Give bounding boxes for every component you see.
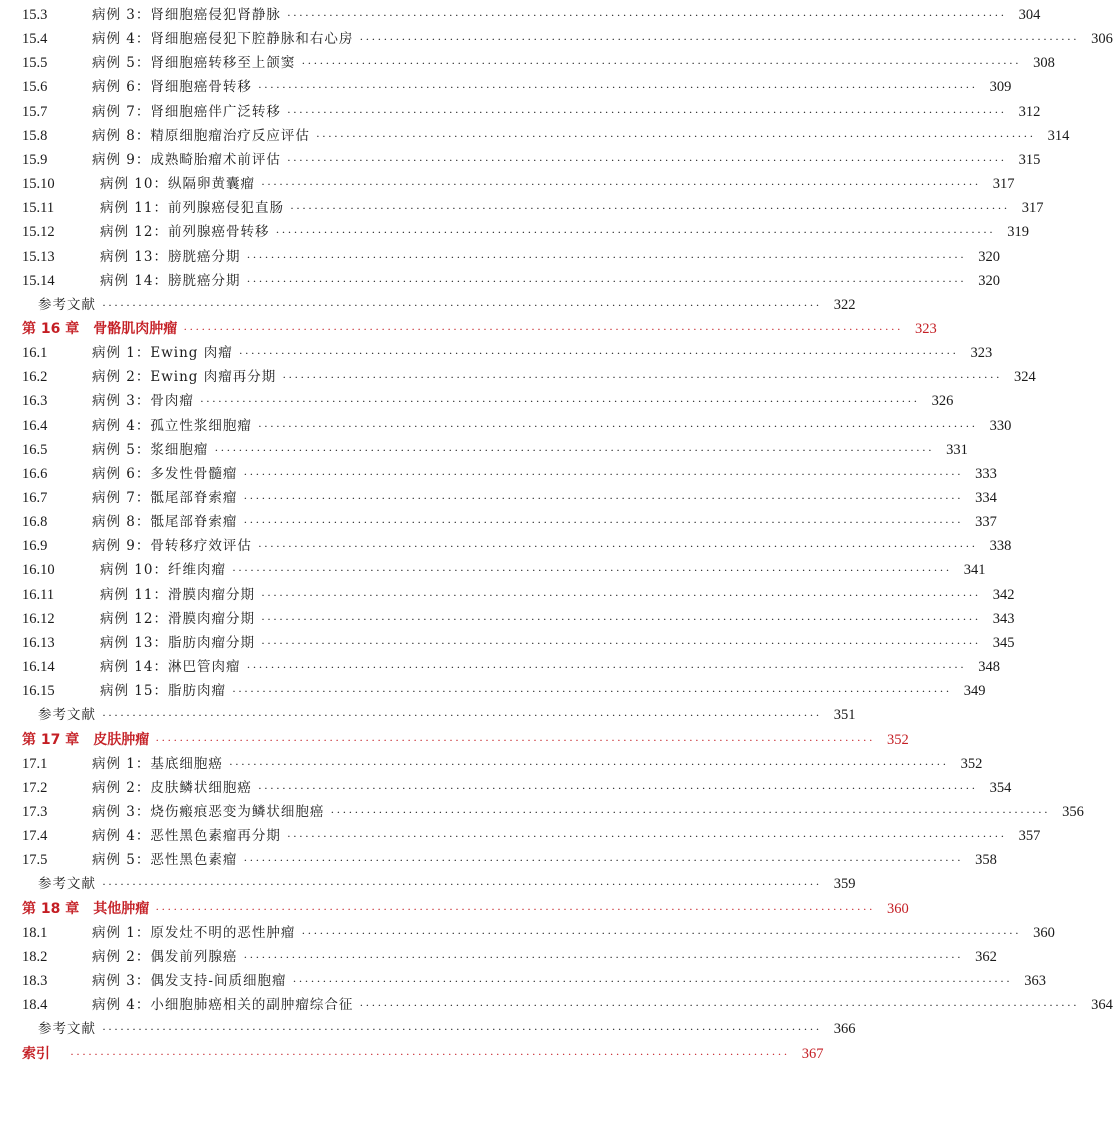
entry-title: 病例 3：肾细胞癌侵犯肾静脉 <box>92 7 281 23</box>
entry-title: 病例 12：前列腺癌骨转移 <box>100 224 270 241</box>
entry-title: 病例 1：原发灶不明的恶性肿瘤 <box>92 924 296 941</box>
page-number: 363 <box>1024 973 1046 989</box>
toc-entry[interactable] <box>22 196 1044 220</box>
page-number: 337 <box>975 514 997 531</box>
entry-title: 参考文献 <box>38 876 96 893</box>
page-number: 356 <box>1062 803 1084 820</box>
toc-entry[interactable] <box>22 752 983 776</box>
dot-leader: ························································································································ <box>260 635 981 650</box>
page-number: 362 <box>975 948 997 965</box>
toc-entry[interactable] <box>22 341 993 365</box>
toc-entry[interactable] <box>22 124 1070 148</box>
dot-leader: ························································································································ <box>231 563 952 578</box>
entry-title: 病例 4：孤立性浆细胞瘤 <box>92 417 252 434</box>
section-number: 16.2 <box>22 369 48 386</box>
toc-entry[interactable] <box>22 148 1041 172</box>
dot-leader: ························································································································ <box>243 491 963 505</box>
page-number: 314 <box>1047 127 1070 144</box>
toc-references[interactable] <box>38 872 856 896</box>
toc-entry[interactable] <box>22 245 1001 269</box>
toc-entry[interactable] <box>22 655 1001 679</box>
dot-leader: ························································································································ <box>238 346 959 361</box>
dot-leader: ························································································································ <box>246 660 967 674</box>
chapter-title: 皮肤肿瘤 <box>93 731 150 748</box>
dot-leader: ························································································································ <box>155 732 875 747</box>
toc-chapter-heading[interactable] <box>22 1042 824 1066</box>
page-number: 320 <box>978 248 1001 265</box>
entry-title: 病例 14：淋巴管肉瘤 <box>100 659 241 675</box>
dot-leader: ························································································································ <box>183 321 903 336</box>
dot-leader: ························································································································ <box>301 56 1021 71</box>
toc-entry[interactable] <box>22 172 1015 196</box>
dot-leader: ························································································································ <box>260 177 981 191</box>
toc-entry[interactable] <box>22 220 1030 244</box>
toc-chapter-heading[interactable] <box>22 728 909 752</box>
entry-title: 病例 5：浆细胞瘤 <box>92 441 209 458</box>
page-number: 317 <box>992 176 1015 192</box>
chapter-label: 第 17 章 <box>22 731 80 748</box>
toc-entry[interactable] <box>22 486 997 510</box>
dot-leader: ························································································································ <box>286 152 1007 167</box>
toc-entry[interactable] <box>22 534 1012 558</box>
toc-chapter-heading[interactable] <box>22 897 909 921</box>
toc-entry[interactable] <box>22 510 997 534</box>
toc-entry[interactable] <box>22 921 1055 945</box>
page-number: 354 <box>989 779 1012 796</box>
dot-leader: ························································································································ <box>275 225 996 240</box>
page-number: 330 <box>989 417 1012 434</box>
toc-entry[interactable] <box>22 969 1046 993</box>
entry-title: 病例 3：骨肉瘤 <box>92 393 194 410</box>
section-number: 15.12 <box>22 224 55 241</box>
page-number: 345 <box>992 634 1015 651</box>
section-number: 15.5 <box>22 55 48 72</box>
entry-title: 病例 4：小细胞肺癌相关的副肿瘤综合征 <box>92 997 354 1014</box>
section-number: 16.1 <box>22 345 48 362</box>
page-number: 324 <box>1014 369 1036 386</box>
dot-leader: ························································································································ <box>257 80 978 95</box>
section-number: 15.14 <box>22 272 55 289</box>
section-number: 17.1 <box>22 755 48 772</box>
section-number: 15.10 <box>22 176 55 192</box>
dot-leader: ························································································································ <box>292 974 1012 988</box>
page-number: 323 <box>915 320 937 337</box>
toc-entry[interactable] <box>22 27 1113 51</box>
dot-leader: ························································································································ <box>359 32 1079 47</box>
toc-chapter-heading[interactable] <box>22 317 937 341</box>
page-number: 334 <box>975 490 997 506</box>
toc-references[interactable] <box>38 293 856 317</box>
toc-entry[interactable] <box>22 800 1084 824</box>
dot-leader: ························································································································ <box>286 104 1007 119</box>
chapter-label: 第 16 章 <box>22 320 80 337</box>
section-number: 16.7 <box>22 490 48 506</box>
entry-title: 病例 8：骶尾部脊索瘤 <box>92 514 238 531</box>
page-number: 322 <box>833 296 856 313</box>
entry-title: 病例 10：纤维肉瘤 <box>100 562 226 579</box>
page-number: 341 <box>963 562 986 579</box>
entry-title: 病例 10：纵隔卵黄囊瘤 <box>100 176 255 192</box>
dot-leader: ························································································································ <box>102 1022 822 1037</box>
section-number: 16.11 <box>22 586 55 603</box>
section-number: 18.4 <box>22 997 48 1014</box>
page-number: 352 <box>887 731 909 748</box>
entry-title: 病例 3：偶发支持-间质细胞瘤 <box>92 973 287 989</box>
page-number: 315 <box>1018 151 1041 168</box>
page-number: 323 <box>970 345 993 362</box>
dot-leader: ························································································································ <box>330 804 1050 819</box>
entry-title: 病例 13：脂肪肉瘤分期 <box>100 634 255 651</box>
page-number: 352 <box>960 755 983 772</box>
dot-leader: ························································································································ <box>199 394 920 409</box>
page-number: 338 <box>989 538 1012 555</box>
toc-references[interactable] <box>38 703 856 727</box>
page-number: 351 <box>833 707 856 724</box>
toc-entry[interactable] <box>22 558 986 582</box>
page-number: 349 <box>963 683 986 700</box>
section-number: 15.6 <box>22 79 48 96</box>
dot-leader: ························································································································ <box>301 925 1021 940</box>
page-number: 342 <box>992 586 1015 603</box>
chapter-label: 第 18 章 <box>22 900 80 917</box>
entry-title: 病例 7：肾细胞癌伴广泛转移 <box>92 103 281 120</box>
section-number: 16.15 <box>22 683 55 700</box>
dot-leader: ························································································································ <box>155 901 875 916</box>
toc-entry[interactable] <box>22 51 1055 75</box>
dot-leader: ························································································································ <box>102 297 822 312</box>
page-number: 343 <box>992 610 1015 627</box>
toc-entry[interactable] <box>22 365 1036 389</box>
toc-entry[interactable] <box>22 607 1015 631</box>
page-number: 367 <box>801 1045 824 1062</box>
page-number: 331 <box>946 441 968 458</box>
toc-entry[interactable] <box>22 269 1001 293</box>
page-number: 320 <box>978 272 1001 289</box>
section-number: 16.10 <box>22 562 55 579</box>
section-number: 16.6 <box>22 465 48 482</box>
entry-title: 参考文献 <box>38 1021 96 1038</box>
toc-entry[interactable] <box>22 583 1015 607</box>
dot-leader: ························································································································ <box>246 273 967 288</box>
chapter-title: 骨骼肌肉肿瘤 <box>93 320 178 337</box>
section-number: 15.8 <box>22 127 48 144</box>
page-number: 306 <box>1091 31 1113 48</box>
section-number: 15.4 <box>22 31 48 48</box>
toc-entry[interactable] <box>22 776 1012 800</box>
dot-leader: ························································································································ <box>243 466 963 481</box>
section-number: 17.5 <box>22 852 48 869</box>
section-number: 16.9 <box>22 538 48 555</box>
entry-title: 病例 2：皮肤鳞状细胞癌 <box>92 779 252 796</box>
toc-entry[interactable] <box>22 462 997 486</box>
chapter-label: 索引 <box>22 1045 50 1062</box>
dot-leader: ························································································································ <box>246 249 967 264</box>
section-number: 15.7 <box>22 103 48 120</box>
section-number: 17.4 <box>22 828 48 845</box>
section-number: 15.9 <box>22 151 48 168</box>
section-number: 16.5 <box>22 441 48 458</box>
entry-title: 病例 8：精原细胞瘤治疗反应评估 <box>92 127 310 144</box>
page-number: 358 <box>975 852 997 869</box>
entry-title: 病例 7：骶尾部脊索瘤 <box>92 490 238 506</box>
dot-leader: ························································································································ <box>315 128 1036 143</box>
toc-entry[interactable] <box>22 389 954 413</box>
section-number: 16.12 <box>22 610 55 627</box>
page-number: 309 <box>989 79 1012 96</box>
entry-title: 病例 5：肾细胞癌转移至上颌窦 <box>92 55 296 72</box>
entry-title: 病例 3：烧伤瘢痕恶变为鳞状细胞癌 <box>92 803 325 820</box>
toc-entry[interactable] <box>22 3 1041 27</box>
page-number: 333 <box>975 465 997 482</box>
toc-entry[interactable] <box>22 75 1012 99</box>
page-number: 308 <box>1033 55 1055 72</box>
entry-title: 病例 12：滑膜肉瘤分期 <box>100 610 255 627</box>
section-number: 16.13 <box>22 634 55 651</box>
entry-title: 病例 4：恶性黑色素瘤再分期 <box>92 828 281 845</box>
page-number: 348 <box>978 659 1001 675</box>
entry-title: 参考文献 <box>38 707 96 724</box>
page-number: 359 <box>833 876 856 893</box>
section-number: 18.3 <box>22 973 48 989</box>
dot-leader: ························································································································ <box>257 780 978 795</box>
dot-leader: ························································································································ <box>228 756 949 771</box>
section-number: 17.2 <box>22 779 48 796</box>
toc-entry[interactable] <box>22 438 968 462</box>
chapter-title: 其他肿瘤 <box>93 900 150 917</box>
toc-entry[interactable] <box>22 848 997 872</box>
entry-title: 参考文献 <box>38 296 96 313</box>
page-number: 366 <box>833 1021 856 1038</box>
dot-leader: ························································································································ <box>260 587 981 602</box>
page-number: 360 <box>887 900 909 917</box>
entry-title: 病例 1：基底细胞癌 <box>92 755 223 772</box>
dot-leader: ························································································································ <box>286 829 1007 844</box>
dot-leader: ························································································································ <box>102 708 822 723</box>
page-number: 357 <box>1018 828 1041 845</box>
entry-title: 病例 15：脂肪肉瘤 <box>100 683 226 700</box>
dot-leader: ························································································································ <box>260 611 981 626</box>
dot-leader: ························································································································ <box>231 684 952 699</box>
toc-entry[interactable] <box>22 100 1041 124</box>
section-number: 15.13 <box>22 248 55 265</box>
page-number: 364 <box>1091 997 1113 1014</box>
toc-entry[interactable] <box>22 631 1015 655</box>
section-number: 16.3 <box>22 393 48 410</box>
toc-entry[interactable] <box>22 993 1113 1017</box>
toc-references[interactable] <box>38 1017 856 1041</box>
section-number: 18.2 <box>22 948 48 965</box>
entry-title: 病例 2：偶发前列腺癌 <box>92 948 238 965</box>
section-number: 16.8 <box>22 514 48 531</box>
toc-entry[interactable] <box>22 414 1012 438</box>
entry-title: 病例 5：恶性黑色素瘤 <box>92 852 238 869</box>
entry-title: 病例 14：膀胱癌分期 <box>100 272 241 289</box>
entry-title: 病例 6：多发性骨髓瘤 <box>92 465 238 482</box>
page-number: 312 <box>1018 103 1041 120</box>
dot-leader: ························································································································ <box>70 1046 790 1061</box>
toc-entry[interactable] <box>22 945 997 969</box>
dot-leader: ························································································································ <box>286 8 1007 22</box>
dot-leader: ························································································································ <box>243 949 963 964</box>
section-number: 18.1 <box>22 924 48 941</box>
dot-leader: ························································································································ <box>243 853 963 868</box>
section-number: 17.3 <box>22 803 48 820</box>
dot-leader: ························································································································ <box>243 515 963 530</box>
entry-title: 病例 9：骨转移疗效评估 <box>92 538 252 555</box>
section-number: 16.4 <box>22 417 48 434</box>
toc-entry[interactable] <box>22 824 1041 848</box>
entry-title: 病例 2：Ewing 肉瘤再分期 <box>92 369 277 386</box>
dot-leader: ························································································································ <box>102 877 822 892</box>
dot-leader: ························································································································ <box>257 418 978 433</box>
entry-title: 病例 11：前列腺癌侵犯直肠 <box>100 200 284 217</box>
entry-title: 病例 13：膀胱癌分期 <box>100 248 241 265</box>
entry-title: 病例 1：Ewing 肉瘤 <box>92 345 233 362</box>
page-number: 326 <box>931 393 954 410</box>
page-number: 304 <box>1018 7 1041 23</box>
page-number: 319 <box>1007 224 1030 241</box>
section-number: 15.11 <box>22 200 55 217</box>
section-number: 15.3 <box>22 7 48 23</box>
dot-leader: ························································································································ <box>282 370 1002 385</box>
entry-title: 病例 6：肾细胞癌骨转移 <box>92 79 252 96</box>
section-number: 16.14 <box>22 659 55 675</box>
dot-leader: ························································································································ <box>257 539 978 554</box>
dot-leader: ························································································································ <box>289 201 1010 216</box>
page-number: 317 <box>1021 200 1044 217</box>
dot-leader: ························································································································ <box>214 442 934 457</box>
entry-title: 病例 11：滑膜肉瘤分期 <box>100 586 255 603</box>
toc-entry[interactable] <box>22 679 986 703</box>
entry-title: 病例 9：成熟畸胎瘤术前评估 <box>92 151 281 168</box>
entry-title: 病例 4：肾细胞癌侵犯下腔静脉和右心房 <box>92 31 354 48</box>
page-number: 360 <box>1033 924 1055 941</box>
dot-leader: ························································································································ <box>359 998 1079 1013</box>
